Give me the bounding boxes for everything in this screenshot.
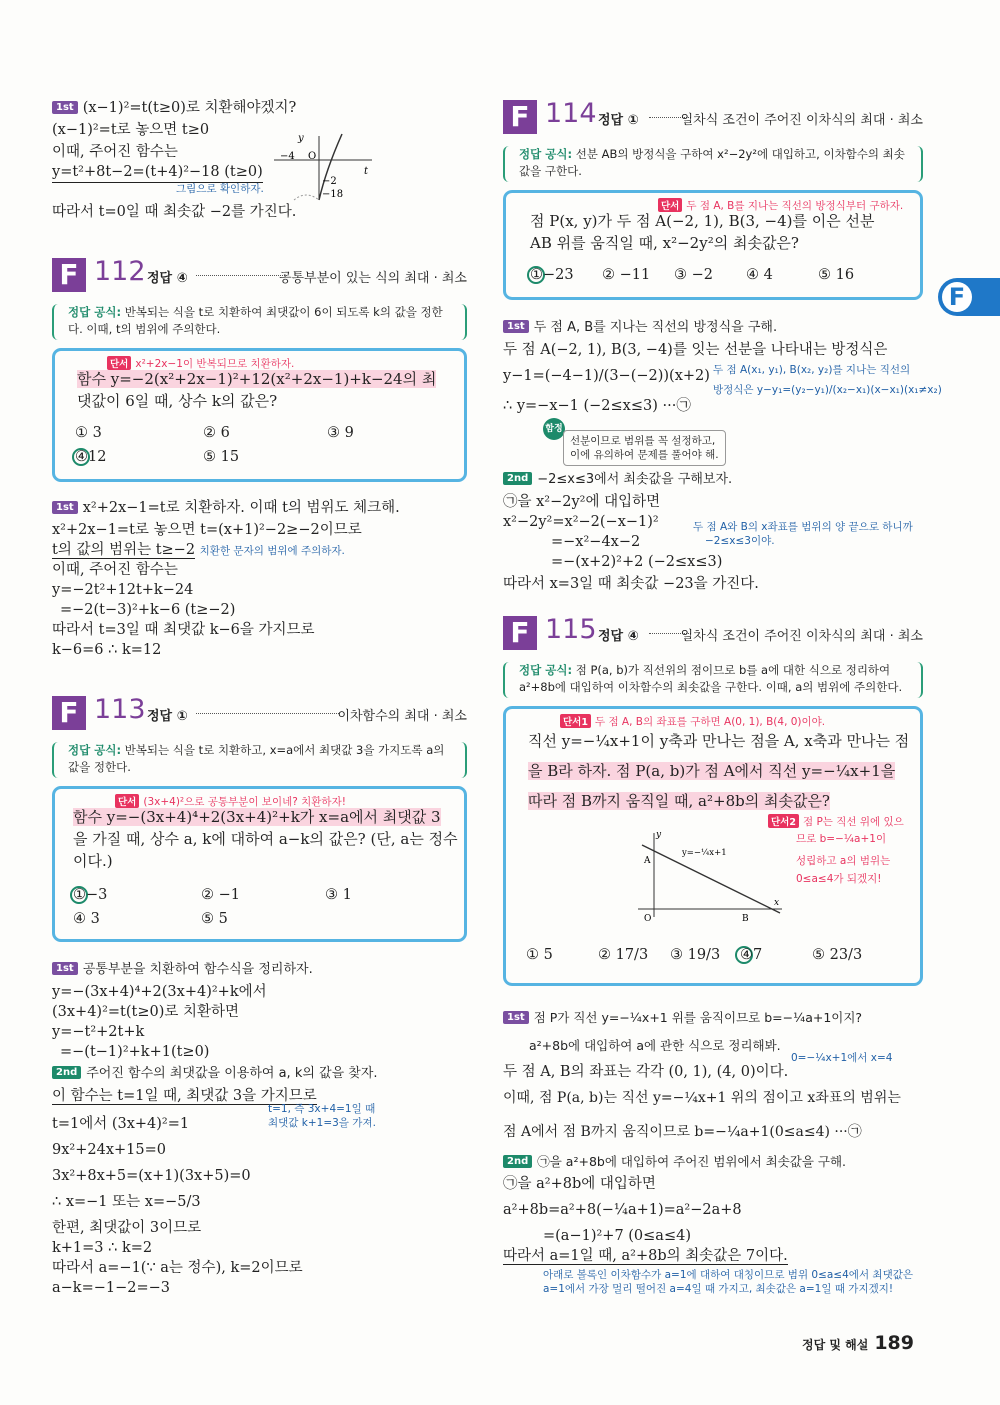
step-badge: 2nd — [503, 472, 532, 485]
answer-label: 정답 ④ — [147, 271, 188, 286]
choice-2[interactable]: ② −1 — [201, 887, 240, 903]
axis-y-label: y — [298, 133, 304, 144]
choice-5[interactable]: ⑤ 16 — [818, 267, 855, 283]
choice-3[interactable]: ③ −2 — [674, 267, 713, 283]
solution-line: 이때, 주어진 함수는 — [52, 562, 178, 578]
choice-3[interactable]: ③ 19/3 — [670, 947, 721, 963]
clue-text: 므로 b=−¼a+1이 — [796, 833, 887, 845]
solution-line: 이때, 주어진 함수는 — [52, 144, 178, 160]
answer-label: 정답 ① — [147, 709, 188, 724]
topic-label: 일차식 조건이 주어진 이차식의 최대 · 최소 — [680, 113, 923, 128]
side-note: 최댓값 k+1=3을 가져. — [268, 1117, 376, 1129]
choice-4[interactable]: ④ 3 — [73, 911, 100, 927]
solution-line: t의 값의 범위는 t≥−2 — [52, 542, 196, 558]
solution-113 — [52, 960, 467, 1300]
f-letter-box: F — [52, 258, 86, 292]
step-badge: 1st — [52, 501, 78, 514]
dotted-leader — [196, 713, 339, 714]
side-note: 아래로 볼록인 이차함수가 a=1에 대하여 대칭이므로 범위 0≤a≤4에서 최댓값은 — [543, 1269, 914, 1281]
side-note: −2≤x≤3이야. — [705, 535, 775, 547]
solution-line: y=−(3x+4)⁴+2(3x+4)²+k에서 — [52, 984, 267, 1000]
choice-5[interactable]: ⑤ 15 — [203, 449, 240, 465]
hint-text: 반복되는 식을 t로 치환하고, x=a에서 최댓값 3을 가지도록 a의 값을 정한다. — [68, 743, 445, 774]
step-title: 점 P가 직선 y=−¼x+1 위를 움직이므로 b=−¼a+1이지? — [533, 1010, 863, 1025]
page-number: 189 — [874, 1332, 914, 1354]
solution-line: k+1=3 ∴ k=2 — [52, 1240, 153, 1256]
solution-114 — [503, 318, 942, 596]
choice-2[interactable]: ② 17/3 — [598, 947, 649, 963]
origin-label: O — [308, 151, 317, 162]
solution-line: 두 점 A(−2, 1), B(3, −4)를 잇는 선분을 나타내는 방정식은 — [503, 342, 888, 358]
problem-112-header — [52, 258, 467, 298]
question-text: 을 B라 하자. 점 P(a, b)가 점 A에서 직선 y=−¼x+1을 — [528, 762, 896, 780]
solution-line: x²+2x−1=t로 놓으면 t=(x+1)²−2≥−2이므로 — [52, 522, 362, 538]
step-badge: 1st — [503, 320, 529, 333]
hint-box-114 — [503, 146, 923, 182]
question-box-112 — [52, 348, 467, 482]
question-line — [528, 791, 830, 811]
solution-line: x²+2x−1=t로 치환하자. 이때 t의 범위도 체크해. — [82, 500, 400, 516]
chapter-letter: F — [942, 282, 972, 312]
hint-label: 정답 공식: — [519, 663, 573, 677]
hint-label: 정답 공식: — [68, 743, 122, 757]
tick-m2: −2 — [322, 176, 337, 187]
hint-box-112 — [52, 304, 467, 340]
problem-114-header — [503, 100, 923, 140]
solution-line: y=t²+8t−2=(t+4)²−18 (t≥0) — [52, 162, 263, 183]
solution-text: 이 함수는 t=1일 때, 최댓값 3을 가지므로 — [52, 1088, 317, 1104]
step-title: −2≤x≤3에서 최솟값을 구해보자. — [537, 472, 733, 487]
question-box-114 — [503, 190, 923, 300]
choice-1[interactable]: ①−3 — [73, 887, 108, 903]
solution-line: a−k=−1−2=−3 — [52, 1280, 171, 1296]
step-badge: 1st — [52, 962, 78, 975]
question-box-113 — [52, 786, 467, 942]
solution-line: =−(x+2)²+2 (−2≤x≤3) — [551, 554, 723, 570]
side-note: t=1, 즉 3x+4=1일 때 — [268, 1103, 376, 1115]
question-line: 점 P(x, y)가 두 점 A(−2, 1), B(3, −4)를 이은 선분 — [530, 212, 875, 230]
question-box-115 — [503, 706, 923, 986]
solution-line: y=−2t²+12t+k−24 — [52, 582, 194, 598]
solution-line: a²+8b=a²+8(−¼a+1)=a²−2a+8 — [503, 1202, 742, 1218]
axis-y-label: y — [656, 830, 662, 840]
clue-tag: 단서 — [658, 198, 682, 212]
step-badge: 1st — [503, 1011, 529, 1024]
solution-line: t=1에서 (3x+4)²=1 — [52, 1116, 190, 1132]
solution-line: ㉠을 a²+8b에 대입하면 — [503, 1176, 656, 1192]
question-line: AB 위를 움직일 때, x²−2y²의 최솟값은? — [530, 234, 799, 252]
solution-line: y=−t²+2t+k — [52, 1024, 145, 1040]
f-letter-box: F — [503, 100, 537, 134]
trap-text: 선분이므로 범위를 꼭 설정하고, — [570, 435, 716, 447]
solution-line: =−(t−1)²+k+1(t≥0) — [60, 1044, 210, 1060]
origin-label: O — [644, 914, 652, 924]
choice-3[interactable]: ③ 9 — [327, 425, 354, 441]
trap-badge: 함정 — [543, 418, 565, 440]
footer-label: 정답 및 해설 — [802, 1338, 869, 1352]
question-text: 직선 y=−¼x+1이 y축과 만나는 점을 A, x축과 만나는 점 — [528, 732, 910, 750]
choice-3[interactable]: ③ 1 — [325, 887, 352, 903]
axis-t-label: t — [364, 166, 369, 177]
hint-box-115 — [503, 662, 923, 698]
tick-m4: −4 — [280, 151, 295, 162]
tick-m18: −18 — [322, 189, 344, 200]
choice-4[interactable]: ④7 — [740, 947, 763, 963]
solution-line: x²−2y²=x²−2(−x−1)² — [503, 514, 659, 530]
step-title: ㉠을 a²+8b에 대입하여 주어진 범위에서 최솟값을 구해. — [537, 1154, 847, 1169]
dotted-leader — [196, 275, 287, 276]
step-badge: 1st — [52, 101, 78, 114]
solution-line: ∴ y=−x−1 (−2≤x≤3) ···㉠ — [503, 398, 691, 414]
solution-line: =−2(t−3)²+k−6 (t≥−2) — [60, 602, 236, 618]
chapter-side-tab — [938, 278, 1000, 316]
f-letter-box: F — [52, 696, 86, 730]
solution-line: y−1=(−4−1)/(3−(−2))(x+2) — [503, 368, 710, 384]
solution-line: ∴ x=−1 또는 x=−5/3 — [52, 1194, 201, 1210]
clue-text: 두 점 A, B를 지나는 직선의 방정식부터 구하자. — [686, 200, 904, 212]
side-note: 두 점 A와 B의 x좌표를 범위의 양 끝으로 하니까 — [693, 521, 913, 533]
clue-tag: 단서 — [107, 356, 131, 370]
dashed-curve — [294, 195, 319, 200]
problem-113-header — [52, 696, 467, 736]
solution-line: 9x²+24x+15=0 — [52, 1142, 166, 1158]
answer-label: 정답 ④ — [598, 629, 639, 644]
hint-box-113 — [52, 742, 467, 778]
side-note: 방정식은 y−y₁=(y₂−y₁)/(x₂−x₁)(x−x₁)(x₁≠x₂) — [713, 384, 942, 396]
choice-1[interactable]: ① 3 — [75, 425, 102, 441]
axis-x-label: x — [774, 898, 780, 908]
problem-number: 113 — [94, 694, 146, 725]
clue-tag: 단서1 — [560, 714, 591, 728]
point-a-label: A — [644, 856, 651, 866]
choice-5[interactable]: ⑤ 23/3 — [812, 947, 863, 963]
clue-tag: 단서2 — [768, 814, 799, 828]
solution-line — [503, 1246, 788, 1266]
answer-label: 정답 ① — [598, 113, 639, 128]
question-line — [73, 807, 441, 827]
topic-label: 이차함수의 최대 · 최소 — [337, 709, 467, 724]
choice-2[interactable]: ② 6 — [203, 425, 230, 441]
hint-text: 반복되는 식을 t로 치환하여 최댓값이 6이 되도록 k의 값을 정한다. 이때, t의 범위에 주의한다. — [68, 305, 443, 336]
clue-tag: 단서 — [115, 794, 139, 808]
clue-text: (3x+4)²으로 공통부분이 보이네? 치환하자! — [143, 796, 346, 808]
question-line: 댓값이 6일 때, 상수 k의 값은? — [77, 392, 278, 410]
step-title: 주어진 함수의 최댓값을 이용하여 a, k의 값을 찾자. — [86, 1066, 378, 1081]
graph-115 — [634, 825, 784, 925]
question-text: 함수 y=−(3x+4)⁴+2(3x+4)²+k가 x=a에서 최댓값 3 — [73, 808, 441, 826]
solution-line: (x−1)²=t(t≥0)로 치환해야겠지? — [82, 100, 297, 116]
question-text: 함수 y=−2(x²+2x−1)²+12(x²+2x−1)+k−24의 최 — [77, 370, 437, 388]
problem-number: 114 — [545, 98, 597, 129]
solution-line: =−x²−4x−2 — [551, 534, 641, 550]
question-line: 이다.) — [73, 852, 113, 870]
question-text: 따라 점 B까지 움직일 때, a²+8b의 최솟값은? — [528, 792, 830, 810]
question-line: 을 가질 때, 상수 a, k에 대하여 a−k의 값은? (단, a는 정수 — [73, 830, 458, 848]
choice-5[interactable]: ⑤ 5 — [201, 911, 228, 927]
page-footer — [802, 1332, 914, 1354]
choice-2[interactable]: ② −11 — [602, 267, 651, 283]
topic-label: 일차식 조건이 주어진 이차식의 최대 · 최소 — [680, 629, 923, 644]
side-note: a=1에서 가장 멀리 떨어진 a=4일 때 가지고, 최솟값은 a=1일 때 가지겠지! — [543, 1283, 894, 1295]
hint-text: 점 P(a, b)가 직선위의 점이므로 b를 a에 대한 식으로 정리하여 a²+8b에 대입하여 이차함수의 최솟값을 구한다. 이때, a의 범위에 주의한다. — [519, 663, 903, 694]
solution-line: (3x+4)²=t(t≥0)로 치환하면 — [52, 1004, 240, 1020]
solution-line: 따라서 t=3일 때 최댓값 k−6을 가지므로 — [52, 622, 315, 638]
side-note: 그림으로 확인하자. — [176, 183, 264, 195]
solution-line: 따라서 t=0일 때 최솟값 −2를 가진다. — [52, 204, 297, 220]
solution-line: (x−1)²=t로 놓으면 t≥0 — [52, 122, 210, 138]
point-b-label: B — [742, 914, 749, 924]
clue-text: 성립하고 a의 범위는 — [796, 855, 891, 867]
f-letter-box: F — [503, 616, 537, 650]
solution-text: 따라서 a=1일 때, a²+8b의 최솟값은 7이다. — [503, 1248, 788, 1264]
problem-number: 112 — [94, 256, 146, 287]
solution-line: 한편, 최댓값이 3이므로 — [52, 1220, 202, 1236]
solution-115 — [503, 1008, 923, 1298]
step-title: a²+8b에 대입하여 a에 관한 식으로 정리해봐. — [529, 1038, 781, 1053]
solution-112 — [52, 498, 467, 668]
solution-line: ㉠을 x²−2y²에 대입하면 — [503, 494, 661, 510]
topic-label: 공통부분이 있는 식의 최대 · 최소 — [278, 271, 467, 286]
line-equation-label: y=−¼x+1 — [682, 848, 727, 858]
step-title: 공통부분을 치환하여 함수식을 정리하자. — [82, 962, 313, 977]
clue-text: 점 P는 직선 위에 있으 — [802, 816, 904, 828]
choice-1[interactable]: ① 5 — [526, 947, 553, 963]
problem-number: 115 — [545, 614, 597, 645]
side-note: 치환한 문자의 범위에 주의하자. — [199, 545, 345, 557]
step-title: 두 점 A, B를 지나는 직선의 방정식을 구해. — [533, 320, 778, 335]
question-line — [77, 369, 436, 389]
choice-4[interactable]: ④12 — [75, 449, 107, 465]
solution-line: 점 A에서 점 B까지 움직이므로 b=−¼a+1(0≤a≤4) ···㉠ — [503, 1124, 862, 1140]
problem-115-header — [503, 616, 923, 656]
question-line — [528, 761, 895, 781]
question-line — [528, 731, 909, 751]
solution-line: 따라서 a=−1(∵ a는 정수), k=2이므로 — [52, 1260, 303, 1276]
solution-line: k−6=6 ∴ k=12 — [52, 642, 162, 658]
solution-111-continued — [52, 98, 467, 228]
clue-text: 두 점 A, B의 좌표를 구하면 A(0, 1), B(4, 0)이야. — [594, 716, 826, 728]
step-badge: 2nd — [503, 1155, 532, 1168]
trap-note — [563, 430, 726, 466]
choice-4[interactable]: ④ 4 — [746, 267, 773, 283]
choice-1[interactable]: ①−23 — [530, 267, 574, 283]
hint-label: 정답 공식: — [519, 147, 573, 161]
side-note: 두 점 A(x₁, y₁), B(x₂, y₂)를 지나는 직선의 — [713, 364, 911, 376]
clue-text: x²+2x−1이 반복되므로 치환하자. — [135, 358, 295, 370]
solution-line: 3x²+8x+5=(x+1)(3x+5)=0 — [52, 1168, 251, 1184]
solution-line: 이때, 점 P(a, b)는 직선 y=−¼x+1 위의 점이고 x좌표의 범위는 — [503, 1090, 901, 1106]
side-note: 0=−¼x+1에서 x=4 — [791, 1052, 893, 1064]
hint-label: 정답 공식: — [68, 305, 122, 319]
solution-line: =(a−1)²+7 (0≤a≤4) — [543, 1228, 691, 1244]
trap-text: 이에 유의하여 문제를 풀어야 해. — [570, 449, 719, 461]
clue-text: 0≤a≤4가 되겠지! — [796, 873, 882, 885]
solution-line: 두 점 A, B의 좌표는 각각 (0, 1), (4, 0)이다. — [503, 1064, 789, 1080]
step-badge: 2nd — [52, 1066, 81, 1079]
hint-text: 선분 AB의 방정식을 구하여 x²−2y²에 대입하고, 이차함수의 최솟값을 구한다. — [519, 147, 905, 178]
solution-line: 따라서 x=3일 때 최솟값 −23을 가진다. — [503, 576, 759, 592]
graph-111 — [274, 130, 374, 202]
